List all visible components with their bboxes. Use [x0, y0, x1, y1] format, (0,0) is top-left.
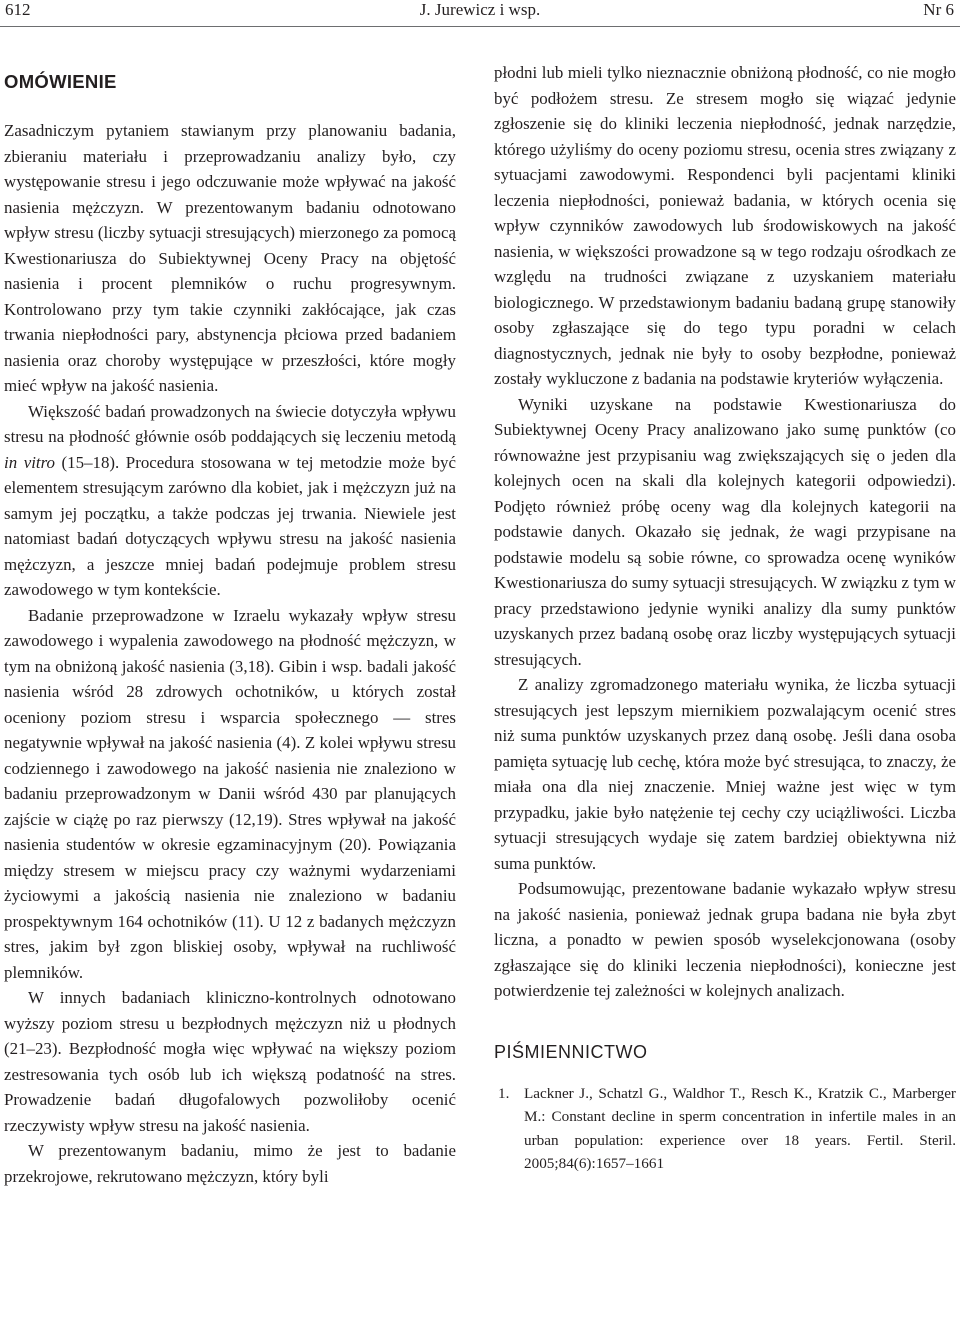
section-title: OMÓWIENIE: [4, 71, 117, 92]
journal-issue: Nr 6: [923, 0, 954, 19]
page-number: 612: [5, 0, 31, 19]
paragraph-text: Większość badań prowadzonych na świecie dotyczyła wpływu stresu na płodność głównie osób poddających się leczeniu metodą: [4, 401, 456, 446]
left-column: [4, 60, 456, 1189]
paragraph: Zasadniczym pytaniem stawianym przy planowaniu badania, zbieraniu materiału i przeprowadzaniu analizy było, czy występowanie stresu i jego odczuwanie może wpływać na jakość nasienia mężczyzn. W prezentowanym badaniu odnotowano wpływ stresu (liczby sytuacji stresujących) mierzonego za pomocą Kwestionariusza do Subiektywnej Oceny Pracy na objętość nasienia i procent plemników o ruchu progresywnym. Kontrolowano przy tym takie czynniki zakłócające, jak czas trwania niepłodności pary, abstynencja płciowa przed badaniem nasienia oraz choroby występujące w przeszłości, które mogły mieć wpływ na jakość nasienia.: [4, 121, 456, 395]
references-title: PIŚMIENNICTWO: [494, 1041, 648, 1062]
running-authors: J. Jurewicz i wsp.: [419, 0, 541, 19]
right-column: [494, 60, 956, 1176]
paragraph: W innych badaniach kliniczno-kontrolnych odnotowano wyższy poziom stresu u bezpłodnych mężczyzn niż u płodnych (21–23). Bezpłodność mogła więc wpływać na większy poziom zestresowania tych osób lub ich większą podatność na stres. Prowadzenie badań długofalowych pozwoliłoby ocenić rzeczywisty wpływ stresu na jakość nasienia.: [4, 988, 456, 1135]
reference-number: 1.: [498, 1084, 510, 1102]
header-divider: [0, 26, 960, 27]
paragraph: Badanie przeprowadzone w Izraelu wykazały wpływ stresu zawodowego i wypalenia zawodowego na płodność mężczyzn, w tym na obniżoną jakość nasienia (3,18). Gibin i wsp. badali jakość nasienia wśród 28 zdrowych ochotników, u których został oceniony poziom stresu i wsparcia społecznego — stres negatywnie wpływał na jakość nasienia (4). Z kolei wpływu stresu codziennego i zawodowego na jakość nasienia nie znaleziono w badaniu przeprowadzonym w Danii wśród 430 par planujących zajście w ciążę po raz pierwszy (12,19). Stres wpływał na jakość nasienia studentów w okresie egzaminacyjnym (20). Powiązania między stresem w miejscu pracy czy ważnymi wydarzeniami życiowymi a jakością nasienia nie znaleziono w badaniu prospektywnym 164 ochotników (11). U 12 z badanych mężczyzn stres, jakim był zgon bliskiej osoby, wpływał na ruchliwość plemników.: [4, 605, 456, 982]
paragraph: Podsumowując, prezentowane badanie wykazało wpływ stresu na jakość nasienia, ponieważ jednak grupa badana nie była zbyt liczna, a ponadto w pewien sposób wyselekcjonowana (osoby zgłaszające się do kliniki leczenia niepłodności), konieczne jest potwierdzenie tej zależności w kolejnych analizach.: [494, 879, 956, 1000]
paragraph: Wyniki uzyskane na podstawie Kwestionariusza do Subiektywnej Oceny Pracy analizowano jako sumę punktów (co równoważne jest przypisaniu wag zwiększających się o jeden dla kolejnych ocen na skali dla kolejnych kategorii odpowiedzi). Podjęto również próbę oceny wag dla kolejnych kategorii na podstawie danych. Okazało się jednak, że wagi przypisane na podstawie modelu są sobie równe, co sprowadza ocenę wyników Kwestionariusza do sumy sytuacji stresujących. W związku z tym w pracy przedstawiono jedynie wyniki analizy dla sumy punktów uzyskanych przez badaną osobę oraz liczby występujących sytuacji stresujących.: [494, 394, 956, 669]
reference-text: Lackner J., Schatzl G., Waldhor T., Resch K., Kratzik C., Marberger M.: Constant decline in sperm concentration in infertile males in an urban population: experience over 18 years. Fertil. Steril. 2005;84(6):1657–1661: [524, 1084, 956, 1172]
italic-term: in vitro: [4, 452, 55, 472]
reference-item: [494, 1082, 956, 1176]
paragraph: W prezentowanym badaniu, mimo że jest to badanie przekrojowe, rekrutowano mężczyzn, który byli: [4, 1141, 456, 1186]
running-header: [0, 0, 960, 30]
paragraph-text: (15–18). Procedura stosowana w tej metodzie może być elementem stresującym zarówno dla kobiet, jak i mężczyzn już na samym jej początku, a także podczas jej trwania. Niewiele jest natomiast badań dotyczących wpływu stresu na jakość nasienia mężczyzn, a jeszcze mniej badań podejmuje problem stresu zawodowego w tym kontekście.: [4, 452, 456, 599]
paragraph: [4, 399, 456, 603]
paragraph: Z analizy zgromadzonego materiału wynika, że liczba sytuacji stresujących jest lepszym miernikiem pozwalającym ocenić stres niż suma punktów uzyskanych przez daną osobę. Jeśli dana osoba pamięta sytuację lub cechę, która może być stresująca, to znaczy, że miała ona dla niej znaczenie. Mniej ważne jest więc w tym przypadku, jakie było natężenie tej cechy czy uciążliwości. Liczba sytuacji stresujących wydaje się zatem bardziej obiektywna niż suma punktów.: [494, 675, 956, 873]
paragraph: płodni lub mieli tylko nieznacznie obniżoną płodność, co nie mogło być podłożem stresu. Ze stresem mogło się wiązać jedynie zgłoszenie się do kliniki leczenia niepłodność, jednak narzędzie, którego użyliśmy do oceny poziomu stresu, ocenia stres związany z sytuacjami zawodowymi. Respondenci byli pacjentami kliniki leczenia niepłodności, ponieważ badania, w których ocenia się wpływ czynników zawodowych lub środowiskowych na jakość nasienia, w większości prowadzone są w tego rodzaju ośrodkach ze względu na trudności związane z uzyskaniem materiału biologicznego. W przedstawionym badaniu badaną grupę stanowiły osoby zgłaszające się do tego typu poradni w celach diagnostycznych, jednak nie były to osoby bezpłodne, ponieważ zostały wykluczone z badania na podstawie kryteriów wyłączenia.: [494, 63, 956, 388]
